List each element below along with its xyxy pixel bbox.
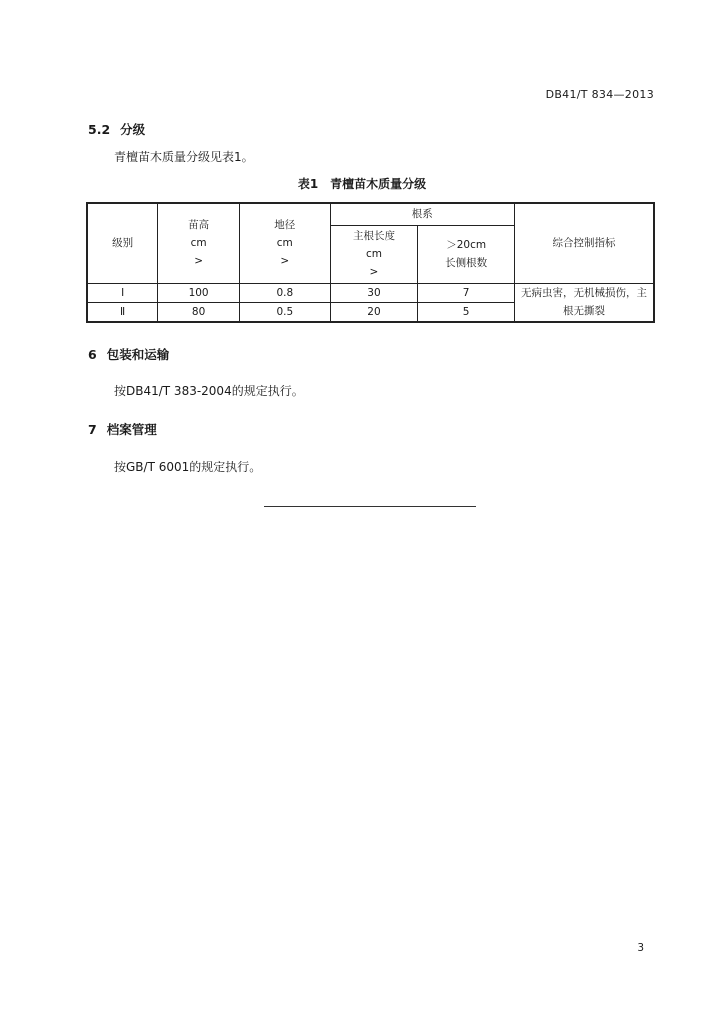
cell-lateral: 5 bbox=[418, 302, 515, 322]
header-diameter: 地径 cm > bbox=[239, 203, 330, 283]
cell-lateral: 7 bbox=[418, 283, 515, 302]
cell-height: 100 bbox=[158, 283, 240, 302]
end-divider bbox=[264, 506, 476, 507]
table-header-row bbox=[87, 203, 654, 225]
cell-diameter: 0.5 bbox=[239, 302, 330, 322]
header-root-system: 根系 bbox=[330, 203, 514, 225]
cell-height: 80 bbox=[158, 302, 240, 322]
header-grade: 级别 bbox=[87, 203, 158, 283]
header-lateral-roots: ＞20cm 长侧根数 bbox=[418, 225, 515, 283]
page-number: 3 bbox=[637, 942, 644, 954]
header-height: 苗高 cm > bbox=[158, 203, 240, 283]
cell-root-length: 30 bbox=[330, 283, 418, 302]
header-root-length: 主根长度 cm > bbox=[330, 225, 418, 283]
cell-control: 无病虫害，无机械损伤，主 根无撕裂 bbox=[514, 283, 654, 322]
cell-root-length: 20 bbox=[330, 302, 418, 322]
section-6-text: 按DB41/T 383-2004的规定执行。 bbox=[114, 384, 304, 398]
section-number: 6 bbox=[88, 347, 97, 362]
section-heading-7 bbox=[88, 420, 157, 438]
table-row bbox=[87, 283, 654, 302]
table-caption: 表1 青檀苗木质量分级 bbox=[297, 177, 427, 191]
section-heading-6 bbox=[88, 345, 169, 363]
section-7-text: 按GB/T 6001的规定执行。 bbox=[114, 460, 262, 474]
cell-grade: Ⅱ bbox=[87, 302, 158, 322]
section-title: 包装和运输 bbox=[106, 347, 170, 362]
document-id: DB41/T 834—2013 bbox=[545, 88, 654, 101]
section-title: 档案管理 bbox=[106, 422, 157, 437]
grade-table bbox=[86, 202, 655, 323]
header-control: 综合控制指标 bbox=[514, 203, 654, 283]
section-5-2-text: 青檀苗木质量分级见表1。 bbox=[114, 150, 254, 164]
section-number: 7 bbox=[88, 422, 97, 437]
section-number: 5.2 bbox=[88, 122, 111, 137]
cell-grade: Ⅰ bbox=[87, 283, 158, 302]
cell-diameter: 0.8 bbox=[239, 283, 330, 302]
section-heading-5-2 bbox=[88, 120, 145, 138]
section-title: 分级 bbox=[120, 122, 146, 137]
